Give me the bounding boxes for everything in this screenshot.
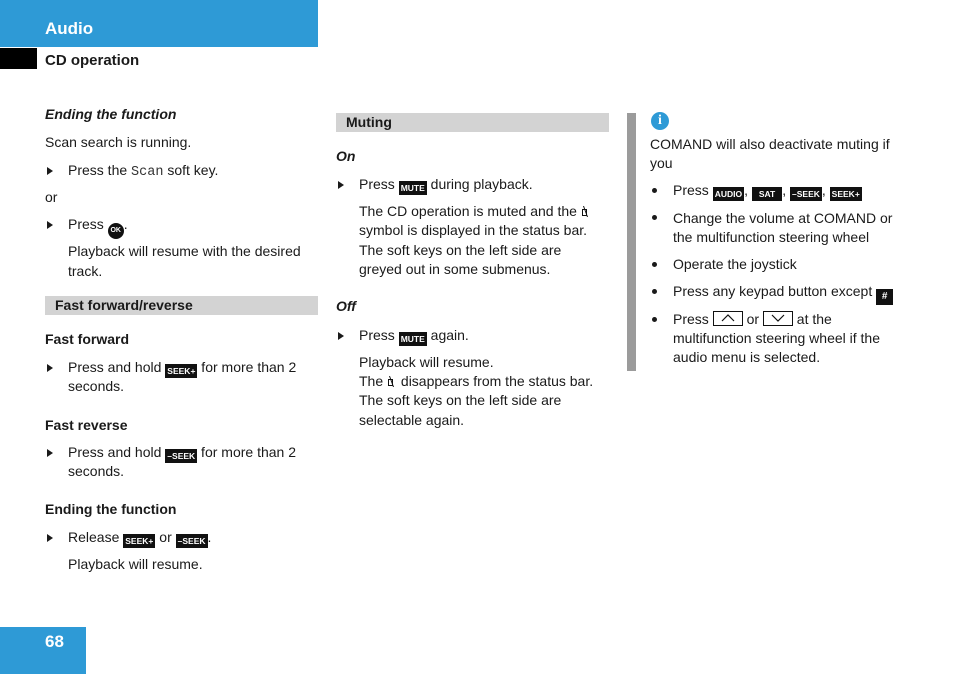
section-title: Audio <box>45 19 94 38</box>
muted-desc-4: greyed out in some submenus. <box>359 261 551 277</box>
release-resume-text: Playback will resume. <box>68 556 203 572</box>
step-arrow-icon <box>47 167 53 175</box>
mute-key-icon: MUTE <box>400 334 425 344</box>
resume-text-1: Playback will resume with the desired <box>68 243 301 259</box>
muting-bar: Muting <box>336 113 609 132</box>
step-arrow-icon <box>47 221 53 229</box>
bullet-icon <box>652 188 657 193</box>
info-intro-2: you <box>650 155 673 171</box>
subsection-marker <box>0 48 37 69</box>
audio-key-icon: AUDIO <box>714 189 743 199</box>
step-arrow-icon <box>47 364 53 372</box>
info-bullet-keys: Press AUDIO , SAT , –SEEK , SEEK+ <box>673 182 860 199</box>
step-arrow-icon <box>47 534 53 542</box>
step-release-seek: Release SEEK+ or –SEEK . <box>68 529 212 546</box>
sat-key-icon: SAT <box>752 187 782 201</box>
info-bullet-steering-2: multifunction steering wheel if the <box>673 330 880 346</box>
bullet-icon <box>652 262 657 267</box>
subsection-title: CD operation <box>45 52 140 69</box>
seek-plus-key-icon: SEEK+ <box>125 536 154 546</box>
info-bullet-volume-2: the multifunction steering wheel <box>673 229 870 245</box>
step-arrow-icon <box>338 181 344 189</box>
seek-minus-key-icon: –SEEK <box>177 536 206 546</box>
info-bullet-joystick: Operate the joystick <box>673 256 797 272</box>
mute-key-icon: MUTE <box>400 183 425 193</box>
info-intro-1: COMAND will also deactivate muting if <box>650 136 890 152</box>
info-icon: i <box>651 112 669 130</box>
fr-seconds-text: seconds. <box>68 463 125 479</box>
speaker-muted-icon <box>581 205 591 218</box>
step-press-mute: Press MUTE during playback. <box>359 176 533 193</box>
seek-plus-key-icon: SEEK+ <box>831 189 860 199</box>
muted-desc-1: The CD operation is muted and the <box>359 202 591 222</box>
off-desc-2: The disappears from the status bar. <box>359 373 594 389</box>
speaker-muted-icon <box>387 375 397 388</box>
bullet-icon <box>652 289 657 294</box>
step-hold-seek-plus: Press and hold SEEK+ for more than 2 <box>68 359 297 376</box>
bullet-icon <box>652 215 657 220</box>
step-arrow-icon <box>47 449 53 457</box>
step-press-ok: Press OK . <box>68 215 128 239</box>
step-press-scan: Press the Scan soft key. <box>68 162 219 180</box>
fast-reverse-heading: Fast reverse <box>45 417 128 433</box>
ending-function-heading: Ending the function <box>45 106 177 122</box>
off-desc-4: selectable again. <box>359 412 465 428</box>
off-desc-3: The soft keys on the left side are <box>359 392 562 408</box>
step-arrow-icon <box>338 332 344 340</box>
off-heading: Off <box>336 298 356 314</box>
info-side-bar <box>627 113 636 371</box>
ff-seconds-text: seconds. <box>68 378 125 394</box>
info-bullet-steering-1: Press or at the <box>673 311 832 327</box>
seek-minus-key-icon: –SEEK <box>167 451 196 461</box>
step-press-mute-again: Press MUTE again. <box>359 327 469 344</box>
info-bullet-steering-3: audio menu is selected. <box>673 349 821 365</box>
ending-function-heading-2: Ending the function <box>45 501 177 517</box>
scan-running-text: Scan search is running. <box>45 134 192 150</box>
on-heading: On <box>336 148 356 164</box>
down-key-icon <box>763 311 793 326</box>
ok-button-icon: OK <box>108 223 124 239</box>
fast-forward-heading: Fast forward <box>45 331 130 347</box>
fast-forward-reverse-bar: Fast forward/reverse <box>45 296 318 315</box>
bullet-icon <box>652 317 657 322</box>
scan-softkey-label: Scan <box>131 165 164 180</box>
page-number-band <box>0 627 86 674</box>
page-number: 68 <box>45 632 64 651</box>
info-bullet-volume-1: Change the volume at COMAND or <box>673 210 893 226</box>
off-desc-1: Playback will resume. <box>359 354 494 370</box>
info-bullet-keypad: Press any keypad button except # <box>673 282 893 305</box>
seek-plus-key-icon: SEEK+ <box>167 366 196 376</box>
resume-text-2: track. <box>68 263 103 279</box>
muted-desc-3: The soft keys on the left side are <box>359 242 562 258</box>
or-text: or <box>45 189 58 205</box>
muted-desc-2: symbol is displayed in the status bar. <box>359 222 588 238</box>
step-hold-seek-minus: Press and hold –SEEK for more than 2 <box>68 444 296 461</box>
seek-minus-key-icon: –SEEK <box>792 189 820 199</box>
up-key-icon <box>713 311 743 326</box>
hash-key-icon: # <box>876 289 893 305</box>
